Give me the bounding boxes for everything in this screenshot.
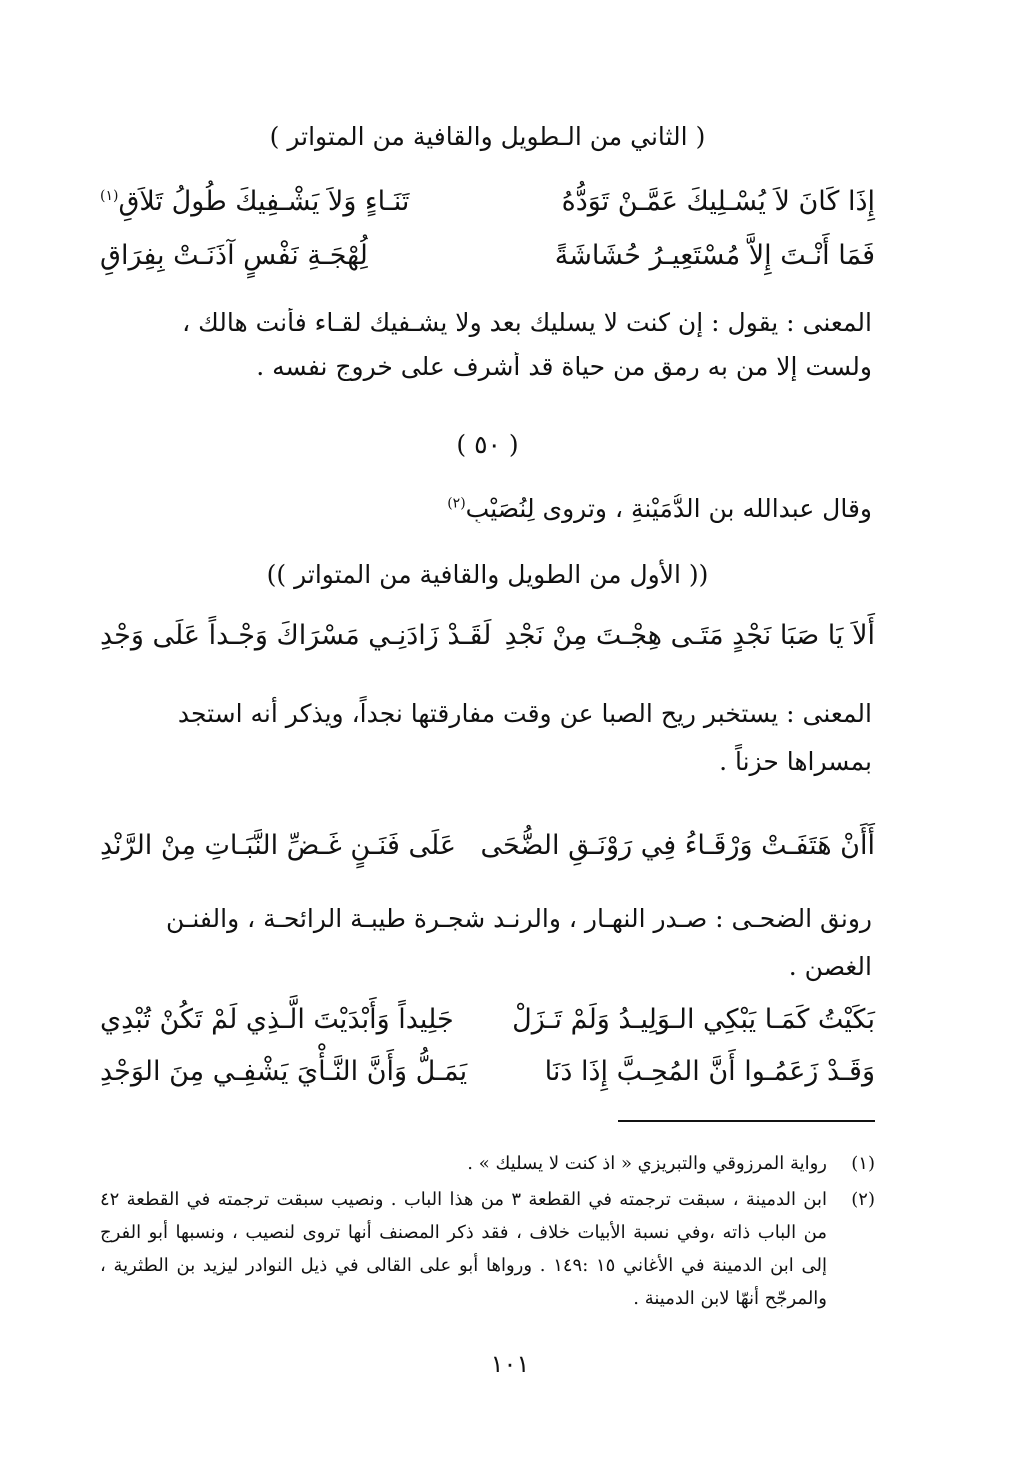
verse-hemistich-second: عَلَى فَنَـنٍ غَـضِّ النَّبَـاتِ مِنْ الرَّنْدِ [100,830,456,861]
footnote-divider [618,1120,875,1122]
verse-line-5 [100,1004,875,1048]
footnote-text: رواية المرزوقي والتبريزي « اذ كنت لا يسليك » . [467,1153,827,1174]
meaning-1-line-1: المعنى : يقول : إن كنت لا يسليك بعد ولا يشـفيك لقـاء فأنت هالك ، [182,308,872,337]
verse-hemistich-text: تَنَـاءٍ وَلاَ يَشْـفِيكَ طُولُ تَلاَقِ [118,186,410,217]
meaning-3: رونق الضحـى : صـدر النهـار ، والرنـد شجـرة طيبـة الرائحـة ، والفنـن الغصن . [165,904,872,981]
verse-hemistich-second: لُِهْجَـةِ نَفْسٍ آذَنَـتْ بِفِرَاقِ [100,240,368,271]
footnote-number: (١) [851,1153,875,1174]
verse-hemistich-first: أَلاَ يَا صَبَا نَجْدٍ مَتَـى هِجْـتَ مِنْ نَجْدِ [504,620,875,651]
footnote-number: (٢) [851,1189,875,1210]
verse-line-1 [100,186,875,230]
meter-heading-1: ( الثاني من الـطويل والقافية من المتواتر ) [269,122,706,151]
section-number: ( ٥٠ ) [456,430,519,459]
verse-line-2 [100,240,875,284]
verse-hemistich-first: إِذَا كَانَ لاَ يُسْـلِيكَ عَمَّـنْ تَوَدُّهُ [561,186,875,217]
poem-intro [102,494,872,523]
verse-line-4 [100,830,875,874]
meaning-1-line-2: ولست إلا من به رمق من حياة قد أشرف على خروج نفسه . [256,352,872,381]
footnote-marker: (١) [100,188,119,204]
meter-heading-2: (( الأول من الطويل والقافية من المتواتر )) [266,560,709,589]
verse-hemistich-second: جَلِيداً وَأَبْدَيْتَ الَّـذِي لَمْ تَكُنْ تُبْدِي [100,1004,454,1035]
verse-hemistich-second: لَقَـدْ زَادَنِـي مَسْرَاكَ وَجْـداً عَلَى وَجْدِ [100,620,492,651]
poem-intro-text: وقال عبدالله بن الدُّمَيْنةِ ، وتروى لِنُصَيْبٍ [465,494,872,523]
verse-hemistich-first: وَقَـدْ زَعَمُـوا أَنَّ المُحِـبَّ إِذَا دَنَا [544,1056,875,1087]
verse-hemistich-first: بَكَيْتُ كَمَـا يَبْكِي الـوَلِيـدُ وَلَمْ تَـزَلْ [512,1004,875,1035]
verse-line-6 [100,1056,875,1100]
footnote-text: ابن الدمينة ، سبقت ترجمته في القطعة ٣ من هذا الباب . ونصيب سبقت ترجمته في القطعة ٤٢ من الباب ذاته ،وفي نسبة الأبيات خلاف ، فقد ذكر المصنف أنها تروى لنصيب ، ونسبها أبو الفرج إلى ابن الدمينة في الأغاني ١٥ :١٤٩ . ورواها أبو على القالى في ذيل النوادر ليزيد بن الطثرية ، والمرجّح أنهّا لابن الدمينة . [100,1189,828,1309]
page-number: ١٠١ [490,1350,530,1378]
verse-hemistich-first: أَأَنْ هَتَفَـتْ وَرْقَـاءُ فِي رَوْنَـقِ الضُّحَى [480,830,875,861]
verse-hemistich-second [100,186,409,217]
meaning-2: المعنى : يستخبر ريح الصبا عن وقت مفارقتها نجداً، ويذكر أنه استجد بمسراها حزناً . [177,699,872,776]
verse-hemistich-first: فَمَا أَنْـتَ إِلاَّ مُسْتَعِيـرُ حُشَاشَةً [554,240,875,271]
footnote-marker: (٢) [447,495,466,512]
verse-hemistich-second: يَمَـلُّ وَأَنَّ النَّـأْيَ يَشْفِـي مِنَ الوَجْدِ [100,1056,468,1087]
verse-line-3 [100,620,875,664]
